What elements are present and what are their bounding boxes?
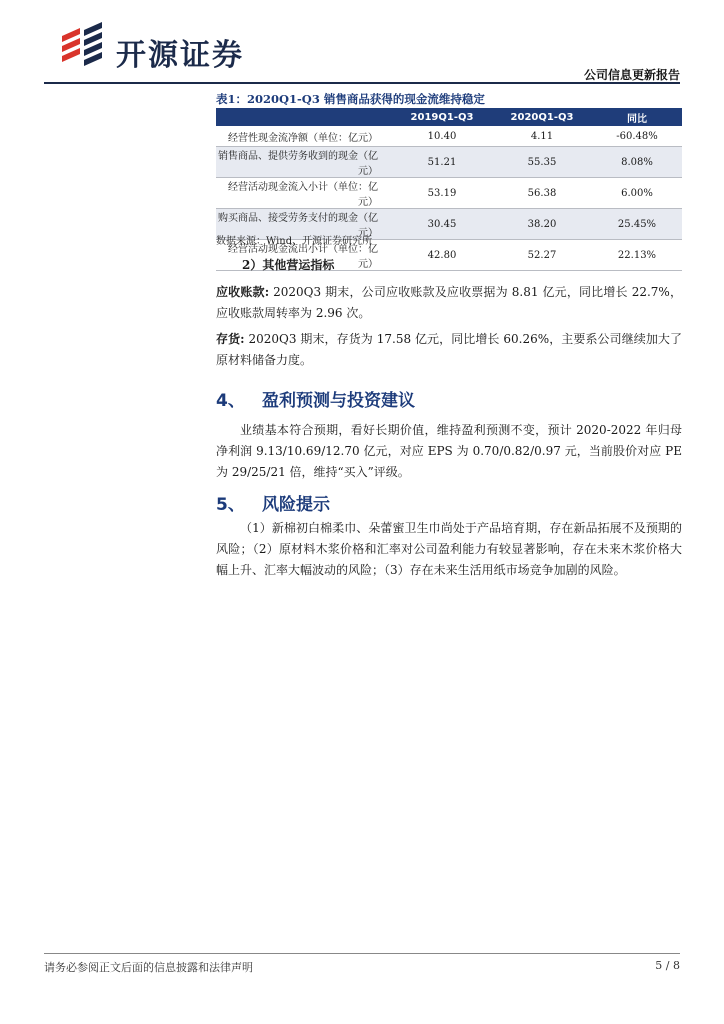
table-header-cell: 同比 (592, 108, 682, 126)
receivables-paragraph (216, 282, 682, 324)
page-header (44, 18, 680, 82)
cell-2019: 30.45 (392, 209, 492, 240)
company-logo-text: 开源证券 (116, 38, 244, 73)
inventory-label: 存货: (216, 332, 245, 346)
header-divider (44, 82, 680, 84)
section-title: 风险提示 (262, 495, 330, 515)
table-row (216, 126, 682, 147)
cell-2020: 52.27 (492, 240, 592, 271)
cell-2020: 56.38 (492, 178, 592, 209)
report-type: 公司信息更新报告 (583, 68, 680, 82)
cell-2019: 42.80 (392, 240, 492, 271)
inventory-text: 2020Q3 期末，存货为 17.58 亿元，同比增长 60.26%，主要系公司继续加大了原材料储备力度。 (216, 332, 682, 367)
company-logo-icon (58, 22, 106, 72)
receivables-text: 2020Q3 期末，公司应收账款及应收票据为 8.81 亿元，同比增长 22.7%，应收账款周转率为 2.96 次。 (216, 285, 682, 320)
table-source-note: 数据来源：Wind、开源证券研究所 (216, 236, 373, 247)
row-label: 经营活动现金流入小计（单位：亿元） (216, 178, 392, 209)
section-5-paragraph: （1）新棉初白棉柔巾、朵蕾蜜卫生巾尚处于产品培育期，存在新品拓展不及预期的风险；（2）原材料木浆价格和汇率对公司盈利能力有较显著影响，存在未来木浆价格大幅上升、汇率大幅波动的风险；（3）存在未来生活用纸市场竞争加剧的风险。 (216, 521, 682, 577)
cell-yoy: 6.00% (592, 178, 682, 209)
inventory-paragraph (216, 329, 682, 371)
cell-2020: 4.11 (492, 126, 592, 147)
table-header-cell: 2019Q1-Q3 (392, 108, 492, 126)
table-row (216, 178, 682, 209)
cell-yoy: -60.48% (592, 126, 682, 147)
row-label: 经营性现金流净额（单位：亿元） (216, 126, 392, 147)
cell-2019: 10.40 (392, 126, 492, 147)
cell-2020: 38.20 (492, 209, 592, 240)
section-4-heading (216, 386, 415, 411)
cell-yoy: 22.13% (592, 240, 682, 271)
section-5-heading (216, 490, 330, 515)
table-title: 表1：2020Q1-Q3 销售商品获得的现金流维持稳定 (216, 92, 485, 106)
row-label: 销售商品、提供劳务收到的现金（亿元） (216, 147, 392, 178)
section-number: 5、 (216, 495, 245, 515)
cell-2019: 53.19 (392, 178, 492, 209)
cell-2019: 51.21 (392, 147, 492, 178)
table-header-cell (216, 108, 392, 126)
table-row (216, 147, 682, 178)
table-header-row (216, 108, 682, 126)
section-number: 4、 (216, 391, 245, 411)
section-title: 盈利预测与投资建议 (262, 391, 415, 411)
table-header-cell: 2020Q1-Q3 (492, 108, 592, 126)
section-4-paragraph: 业绩基本符合预期，看好长期价值，维持盈利预测不变，预计 2020-2022 年归母净利润 9.13/10.69/12.70 亿元，对应 EPS 为 0.70/0.82/0.97 元，当前股价对应 PE 为 29/25/21 倍，维持“买入”评级。 (216, 423, 682, 479)
cell-yoy: 25.45% (592, 209, 682, 240)
cell-2020: 55.35 (492, 147, 592, 178)
receivables-label: 应收账款: (216, 285, 270, 299)
row-label: 购买商品、接受劳务支付的现金（亿元） (216, 209, 392, 240)
footer-divider (44, 953, 680, 954)
footer-disclaimer: 请务必参阅正文后面的信息披露和法律声明 (44, 961, 253, 974)
page-number: 5 / 8 (655, 959, 680, 972)
subsection-heading: 2）其他营运指标 (242, 258, 335, 272)
row-label: 经营活动现金流出小计（单位：亿元） (216, 240, 392, 271)
cell-yoy: 8.08% (592, 147, 682, 178)
